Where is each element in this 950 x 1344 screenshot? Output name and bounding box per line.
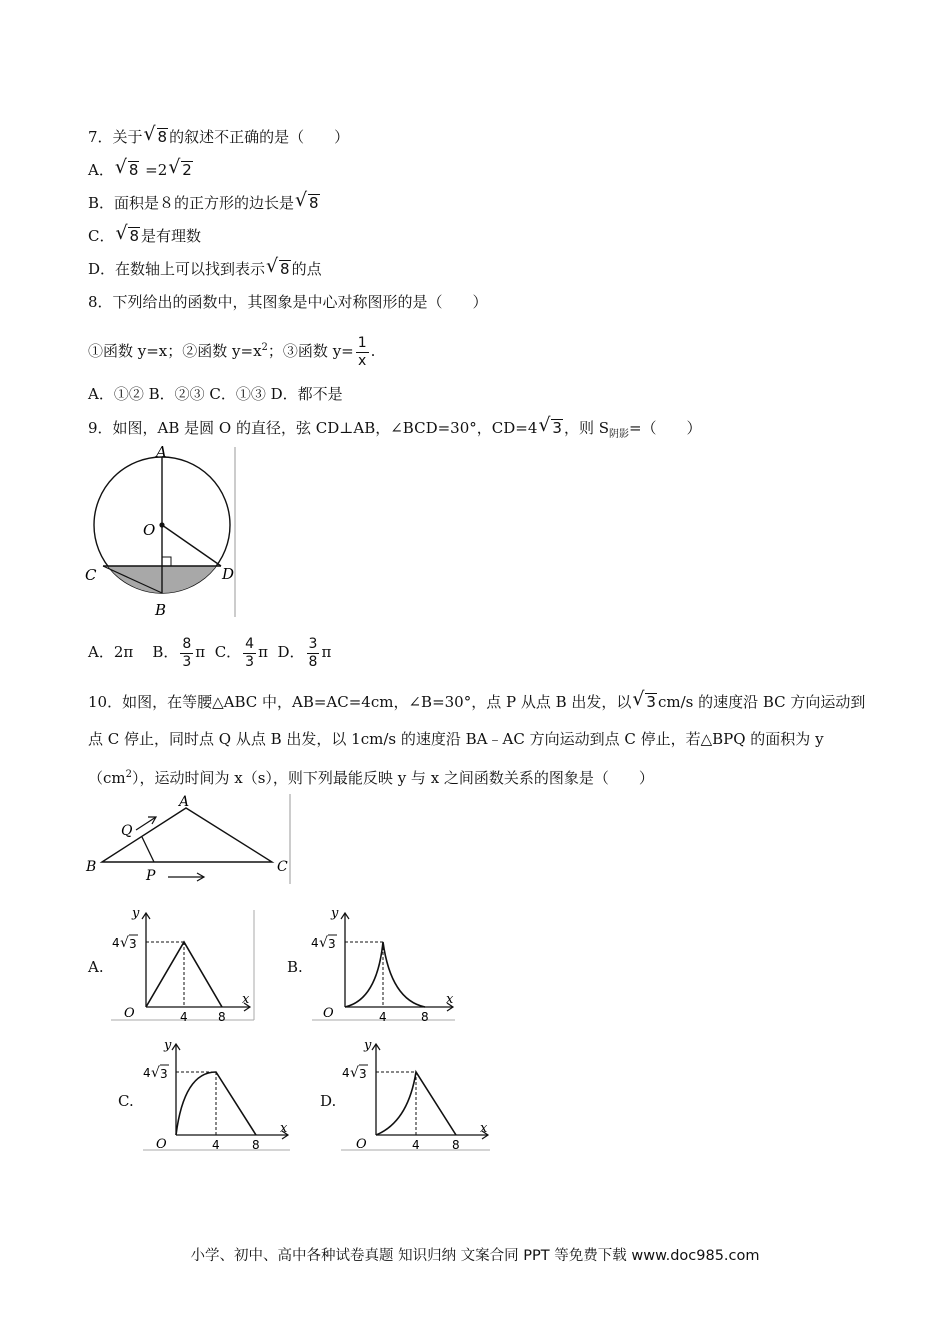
label-B: B	[86, 859, 97, 875]
graph-option-b	[307, 905, 462, 1025]
svg-text:√: √	[350, 1065, 359, 1081]
curve	[345, 942, 425, 1007]
svg-text:4: 4	[342, 1066, 350, 1080]
svg-text:√: √	[319, 935, 328, 951]
center-O	[159, 522, 164, 527]
right-angle-mark	[162, 557, 171, 566]
svg-text:x: x	[242, 992, 250, 1007]
svg-text:y: y	[164, 1038, 172, 1053]
svg-text:O: O	[156, 1137, 167, 1152]
q8-stem: 8．下列给出的函数中，其图象是中心对称图形的是（ ）	[88, 293, 488, 311]
q7-stem: 7．关于√ 8 的叙述不正确的是（ ）	[88, 126, 349, 148]
q7-option-a: A．√ 8 =2√ 2	[88, 159, 194, 181]
svg-text:8: 8	[218, 1010, 226, 1024]
q10-option-d-label: D.	[320, 1092, 337, 1110]
label-C: C	[85, 566, 97, 584]
q10-option-c-label: C.	[118, 1092, 134, 1110]
q10-option-b-label: B.	[287, 958, 303, 976]
svg-text:x: x	[480, 1121, 488, 1136]
page-footer: 小学、初中、高中各种试卷真题 知识归纳 文案合同 PPT 等免费下载 www.doc985.com	[190, 1248, 760, 1264]
q7-option-c: C．√ 8 是有理数	[88, 225, 201, 247]
q7-option-b: B．面积是８的正方形的边长是√ 8	[88, 192, 321, 214]
graph-option-d	[338, 1038, 496, 1156]
svg-text:x: x	[446, 992, 454, 1007]
svg-text:4: 4	[112, 936, 120, 950]
label-C: C	[277, 859, 288, 875]
label-A: A	[179, 794, 190, 810]
svg-text:√: √	[120, 935, 129, 951]
svg-text:4: 4	[311, 936, 319, 950]
q10-line2: 点 C 停止，同时点 Q 从点 B 出发，以 1cm/s 的速度沿 BA﹣AC 方向运动到点 C 停止，若△BPQ 的面积为 y	[88, 730, 824, 748]
svg-text:4: 4	[180, 1010, 188, 1024]
svg-text:4: 4	[412, 1138, 420, 1152]
svg-text:y: y	[132, 906, 140, 921]
segment-QP	[142, 837, 154, 862]
svg-text:y: y	[364, 1038, 372, 1053]
svg-text:O: O	[323, 1006, 334, 1021]
svg-text:3: 3	[129, 937, 137, 951]
q8-options: A．①② B．②③ C．①③ D．都不是	[88, 385, 343, 403]
svg-text:y: y	[331, 906, 339, 921]
svg-text:4: 4	[143, 1066, 151, 1080]
graph-option-a	[108, 905, 258, 1025]
svg-text:8: 8	[252, 1138, 260, 1152]
q10-triangle-figure	[84, 792, 299, 887]
label-P: P	[146, 868, 156, 884]
q8-functions: ①函数 y=x；②函数 $y=x^2$；③函数 y= $\frac{1}{x}$ .	[88, 334, 376, 369]
svg-text:4: 4	[379, 1010, 387, 1024]
svg-text:x: x	[280, 1121, 288, 1136]
label-A: A	[156, 445, 167, 461]
label-D: D	[222, 565, 235, 583]
svg-text:8: 8	[452, 1138, 460, 1152]
q9-options: A．2π B． $\frac{8}{3}$ π C． $\frac{4}{3}$ π D． $\frac{3}{8}$ π	[88, 635, 332, 670]
q7-option-d: D．在数轴上可以找到表示√ 8 的点	[88, 258, 322, 280]
q10-line1: 10．如图，在等腰△ABC 中，AB=AC=4cm，∠B=30°，点 P 从点 B 出发，以√ 3 cm/s 的速度沿 BC 方向运动到	[88, 691, 865, 713]
q9-circle-figure	[82, 445, 242, 620]
svg-text:4: 4	[212, 1138, 220, 1152]
svg-text:√: √	[151, 1065, 160, 1081]
q8-fraction: $\frac{1}{x}$	[357, 334, 367, 369]
svg-text:3: 3	[328, 937, 336, 951]
svg-text:O: O	[124, 1006, 135, 1021]
svg-text:3: 3	[160, 1067, 168, 1081]
svg-text:3: 3	[359, 1067, 367, 1081]
graph-option-c	[140, 1038, 295, 1156]
arrow-Q	[136, 817, 156, 830]
q9-stem: 9．如图，AB 是圆 O 的直径，弦 CD⊥AB，∠BCD=30°，CD=4√ 3 ，则 $S_{阴影}=$（ ）	[88, 417, 702, 446]
q10-line3: $(cm^2)$，运动时间为 x（s），则下列最能反映 y 与 x 之间函数关系的图象是（ ）	[88, 769, 654, 787]
svg-text:8: 8	[421, 1010, 429, 1024]
label-B: B	[155, 601, 167, 619]
label-O: O	[143, 521, 156, 539]
label-Q: Q	[121, 823, 133, 839]
q10-option-a-label: A.	[88, 958, 104, 976]
svg-text:O: O	[356, 1137, 367, 1152]
